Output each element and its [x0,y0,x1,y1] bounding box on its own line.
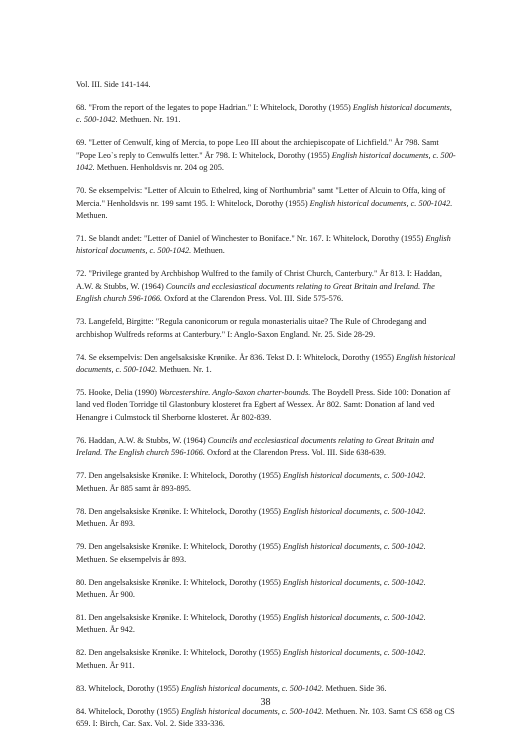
endnote [76,137,458,174]
endnote-text: 79. Den angelsaksiske Krønike. I: Whitelock, Dorothy (1955) [76,542,283,552]
endnote-text: Methuen. År 893. [76,519,135,529]
endnote-title-italic: English historical documents, c. 500-1042. [283,648,426,658]
endnote-text: 68. "From the report of the legates to pope Hadrian." I: Whitelock, Dorothy (1955) [76,103,353,112]
endnote-text: 74. Se eksempelvis: Den angelsaksiske Krønike. År 836. Tekst D. I: Whitelock, Dorothy (1955) [76,352,397,362]
endnote-title-italic: English historical documents, c. 500-1042. [283,471,426,481]
endnote-title-italic: English historical documents, c. 500-1042. [76,352,456,375]
endnote-text: 72. "Privilege granted by Archbishop Wulfred to the family of Christ Church, Canterbury." År 813. I: Haddan, A.W. & Stubbs, W. (1964) [76,269,442,291]
endnote-text: Methuen. År 900. [76,589,135,599]
endnote-title-italic: English historical documents, c. 500-1042. [283,506,426,516]
endnote [76,387,458,424]
endnote [76,233,458,258]
endnote [76,79,458,91]
endnote-text: 82. Den angelsaksiske Krønike. I: Whitelock, Dorothy (1955) [76,648,283,658]
endnote [76,316,458,341]
endnote-title-italic: English historical documents, c. 500-1042. [76,103,452,125]
endnote-title-italic: Worcestershire. Anglo-Saxon charter-bounds. [158,388,311,398]
endnote [76,577,458,602]
endnote-text: Methuen. Nr. 103. Samt CS 658 og CS 659. I: Birch, Car. Sax. Vol. 2. Side 333-336. [76,706,455,729]
endnote [76,683,458,695]
endnote-title-italic: English historical documents, c. 500-1042. [283,577,426,587]
endnote-text: Methuen. År 885 samt år 893-895. [76,483,191,493]
endnote-title-italic: Councils and ecclesiastical documents relating to Great Britain and Ireland. The English church 596-1066. [76,281,435,304]
endnote-text: 70. Se eksempelvis: "Letter of Alcuin to Ethelred, king of Northumbria" samt "Letter of Alcuin to Offa, king of Mercia." Henholdsvis nr. 199 samt 195. I: Whitelock, Dorothy (1955) [76,186,446,208]
page-number: 38 [260,697,271,708]
endnote-text: Methuen. År 942. [76,625,135,635]
endnote [76,352,458,377]
endnote [76,435,458,460]
endnote [76,706,458,731]
endnote-text: 69. "Letter of Cenwulf, king of Mercia, to pope Leo III about the archiepiscopate of Lichfield." År 798. Samt "Pope Leo`s reply to Cenwulfs letter." År 798. I: Whitelock, Dorothy (1955) [76,138,439,160]
endnote-title-italic: English historical documents, c. 500-1042. [180,706,324,716]
endnote [76,102,458,127]
endnote-text: Methuen. Nr. 1. [157,365,212,375]
endnote-text: 71. Se blandt andet: "Letter of Daniel of Winchester to Boniface." Nr. 167. I: Whitelock, Dorothy (1955) [76,234,426,244]
endnote-title-italic: English historical documents, c. 500-1042. [283,612,426,622]
endnote [76,541,458,566]
endnote-title-italic: English historical documents, c. 500-1042. [76,234,451,256]
endnote-text: 81. Den angelsaksiske Krønike. I: Whitelock, Dorothy (1955) [76,612,283,622]
endnote-text: 78. Den angelsaksiske Krønike. I: Whitelock, Dorothy (1955) [76,506,283,516]
endnote [76,268,458,305]
endnote-text: 80. Den angelsaksiske Krønike. I: Whitelock, Dorothy (1955) [76,577,283,587]
endnotes-list [76,79,458,741]
endnote-text: 73. Langefeld, Birgitte: "Regula canonicorum or regula monasterialis uitae? The Rule of Chrodegang and archbishop Wulfreds reforms at Canterbury." I: Anglo-Saxon England. Nr. 25. Side 28-29. [76,317,427,339]
endnote-text: Methuen. Se eksempelvis år 893. [76,554,187,564]
endnote [76,506,458,531]
endnote-text: Methuen. Henholdsvis nr. 204 og 205. [94,163,224,173]
endnote-text: Methuen. Side 36. [323,683,387,693]
endnote-text: 84. Whitelock, Dorothy (1955) [76,706,181,716]
endnote-title-italic: English historical documents, c. 500-1042. [309,198,453,208]
endnote-text: Methuen. [191,246,225,256]
endnote-title-italic: English historical documents, c. 500-1042. [283,542,426,552]
endnote-text: Methuen. Nr. 191. [117,115,181,125]
endnote-text: 76. Haddan, A.W. & Stubbs, W. (1964) [76,435,208,445]
endnote-text: Oxford at the Clarendon Press. Vol. III. Side 638-639. [204,448,386,458]
endnote-text: The Boydell Press. Side 100: Donation af land ved floden Torridge til Glastonbury klosteret fra Egbert af Wessex. År 802. Samt: Donation af land ved Henangre i Culmstock til Sherborne klosteret. År 802-839. [76,388,451,422]
endnote-text: 75. Hooke, Delia (1990) [76,388,159,398]
endnote-text: Oxford at the Clarendon Press. Vol. III. Side 575-576. [162,294,344,304]
endnote-title-italic: English historical documents, c. 500-1042. [76,150,456,173]
endnote-text: 83. Whitelock, Dorothy (1955) [76,683,181,693]
endnote [76,647,458,672]
endnote-text: 77. Den angelsaksiske Krønike. I: Whitelock, Dorothy (1955) [76,471,283,481]
endnote [76,470,458,495]
endnote-text: Vol. III. Side 141-144. [76,80,151,89]
endnote-text: Methuen. År 911. [76,660,135,670]
endnote [76,612,458,637]
endnote-title-italic: English historical documents, c. 500-1042. [180,683,324,693]
endnote-text: Methuen. [76,211,108,221]
endnote-title-italic: Councils and ecclesiastical documents relating to Great Britain and Ireland. The English church 596-1066. [76,435,434,458]
endnote [76,185,458,222]
